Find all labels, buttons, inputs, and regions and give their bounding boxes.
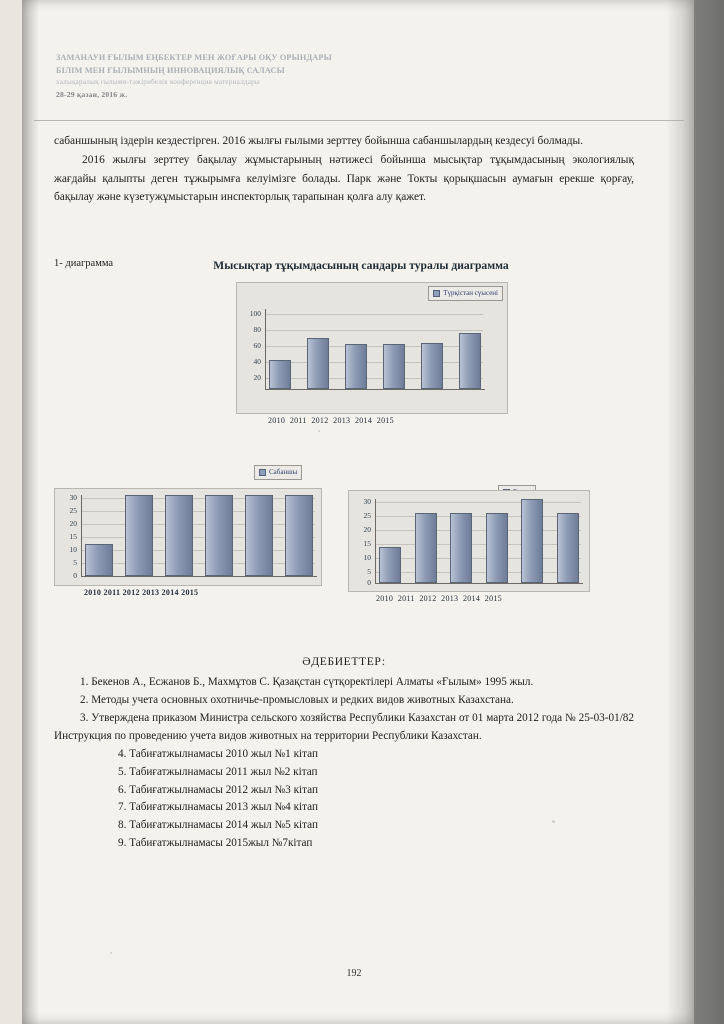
bar-2014	[421, 343, 443, 389]
chart1-bars	[269, 309, 481, 389]
bar-2014	[521, 499, 543, 583]
scan-speck	[318, 430, 320, 432]
bar-2014	[245, 495, 273, 576]
chart2-ytick-25: 25	[69, 506, 77, 515]
reference-1: 1. Бекенов А., Есжанов Б., Махмұтов С. Қазақстан сүтқоректілері Алматы «Ғылым» 1995 жыл.	[80, 676, 534, 688]
chart1-xlabel-2014: 2014	[354, 416, 373, 425]
bar-2015	[459, 333, 481, 389]
chart1-legend-label: Түрқістан сүысені	[443, 289, 498, 297]
chart1-xlabel-2011: 2011	[289, 416, 307, 425]
chart3-x-axis	[375, 583, 583, 584]
chart2-ytick-15: 15	[69, 532, 77, 541]
chart2-ytick-0: 0	[73, 571, 77, 580]
chart2-legend-label: Сабаншы	[269, 468, 298, 476]
references-title: ӘДЕБИЕТТЕР:	[302, 655, 386, 668]
scan-speck	[552, 820, 555, 823]
scan-speck	[110, 952, 112, 954]
chart3-ytick-20: 20	[363, 525, 371, 534]
bar-2010	[85, 544, 113, 576]
bar-2015	[285, 495, 313, 576]
bar-2010	[269, 360, 291, 389]
chart3-bars	[379, 499, 579, 583]
chart1-y-axis	[265, 309, 266, 389]
chart3-ytick-0: 0	[367, 578, 371, 587]
chart3-xlabel-2010: 2010	[376, 594, 394, 603]
chart-turkistan-syusen	[236, 282, 508, 414]
references-section	[54, 655, 634, 853]
chart2-xlabel-2014: 2014	[161, 588, 179, 597]
chart3-ytick-5: 5	[367, 567, 371, 576]
page-number: 192	[346, 968, 362, 979]
chart2-xlabel-2010: 2010	[84, 588, 102, 597]
chart3-xlabel-2014: 2014	[462, 594, 481, 603]
chart3-ytick-25: 25	[363, 511, 371, 520]
chart1-ytick-60: 60	[253, 341, 261, 350]
chart3-ytick-15: 15	[363, 539, 371, 548]
bar-2011	[125, 495, 153, 576]
header-line-1: ЗАМАНАУИ ҒЫЛЫМ ЕҢБЕКТЕР МЕН ЖОҒАРЫ ОҚУ ОРЫНДАРЫ	[56, 53, 332, 62]
chart3-xlabel-2012: 2012	[419, 594, 437, 603]
paragraph-2: 2016 жылғы зерттеу бақылау жұмыстарының нәтижесі бойынша мысықтар тұқымдасының экологиялық жағдайы қалыпты деген тұжырымға келуімізге болады. Парк және Токты қорықшасын аумағын ерекше қорғау, бақылау және күзетужұмыстарын инспекторлық тарапынан қолға алу қажет.	[54, 154, 634, 204]
chart2-x-axis	[81, 576, 317, 577]
chart3-ytick-30: 30	[363, 497, 371, 506]
header-line-3: халықаралық ғылыми-тәжірибелік конференция материалдары	[56, 78, 260, 87]
reference-3: 3. Утверждена приказом Министра сельского хозяйства Республики Казахстан от 01 марта 2012 года № 25-03-01/82 Инструкция по проведению учета видов животных на территории Республики Казахстан.	[54, 711, 634, 742]
running-header	[56, 52, 576, 100]
chart1-ytick-100: 100	[249, 309, 261, 318]
reference-9: 9. Табиғатжылнамасы 2015жыл №7кітап	[118, 837, 313, 850]
chart3-xlabel-2015: 2015	[484, 594, 502, 603]
bar-2010	[379, 547, 401, 583]
bar-2012	[165, 495, 193, 576]
chart1-ytick-80: 80	[253, 325, 261, 334]
reference-7: 7. Табиғатжылнамасы 2013 жыл №4 кітап	[118, 801, 318, 814]
chart1-ytick-20: 20	[253, 373, 261, 382]
bar-2013	[383, 344, 405, 389]
diagram-caption: 1- диаграмма	[54, 258, 114, 269]
paragraph-1: сабаншының іздерін кездестірген. 2016 жылғы ғылыми зерттеу бойынша сабаншылардың кездесуі болмады.	[54, 135, 584, 147]
legend-swatch-icon	[433, 290, 440, 297]
reference-8: 8. Табиғатжылнамасы 2014 жыл №5 кітап	[118, 819, 318, 832]
chart1-xlabel-2015: 2015	[376, 416, 394, 425]
chart2-bars	[85, 495, 313, 576]
reference-4: 4. Табиғатжылнамасы 2010 жыл №1 кітап	[118, 747, 318, 760]
reference-5: 5. Табиғатжылнамасы 2011 жыл №2 кітап	[118, 765, 318, 778]
chart1-xlabel-2013: 2013	[333, 416, 351, 425]
chart2-xlabel-2012: 2012	[122, 588, 140, 597]
bar-2012	[345, 344, 367, 389]
chart2-x-labels	[84, 588, 198, 597]
bar-2012	[450, 513, 472, 583]
bar-2011	[415, 513, 437, 583]
header-divider	[34, 120, 684, 121]
chart1-x-labels	[268, 416, 394, 425]
chart2-xlabel-2013: 2013	[142, 588, 160, 597]
legend-swatch-icon	[259, 469, 266, 476]
chart3-xlabel-2013: 2013	[441, 594, 459, 603]
chart2-ytick-20: 20	[69, 519, 77, 528]
reference-6: 6. Табиғатжылнамасы 2012 жыл №3 кітап	[118, 783, 318, 796]
chart1-legend	[428, 286, 503, 301]
chart2-legend	[254, 465, 302, 480]
body-text	[54, 132, 634, 208]
page-edge-shadow	[694, 0, 724, 1024]
chart2-xlabel-2015: 2015	[181, 588, 199, 597]
chart-title: Мысықтар тұқымдасының сандары туралы диаграмма	[213, 259, 509, 272]
chart2-y-axis	[81, 495, 82, 576]
reference-2: 2. Методы учета основных охотничье-промысловых и редких видов животных Казахстана.	[80, 693, 514, 706]
chart3-xlabel-2011: 2011	[397, 594, 415, 603]
chart1-x-axis	[265, 389, 485, 390]
chart2-ytick-30: 30	[69, 493, 77, 502]
chart3-ytick-10: 10	[363, 553, 371, 562]
chart3-y-axis	[375, 499, 376, 583]
bar-2013	[205, 495, 233, 576]
chart-sabanshy	[54, 488, 322, 586]
chart1-xlabel-2012: 2012	[311, 416, 329, 425]
chart1-xlabel-2010: 2010	[268, 416, 286, 425]
header-line-2: БІЛІМ МЕН ҒЫЛЫМНЫҢ ИННОВАЦИЯЛЫҚ САЛАСЫ	[56, 65, 285, 75]
bar-2011	[307, 338, 329, 389]
chart-barys	[348, 490, 590, 592]
chart1-ytick-40: 40	[253, 357, 261, 366]
chart2-xlabel-2011: 2011	[103, 588, 121, 597]
chart2-ytick-5: 5	[73, 558, 77, 567]
header-line-4: 28-29 қазан, 2016 ж.	[56, 89, 128, 99]
chart3-x-labels	[376, 594, 502, 603]
bar-2015	[557, 513, 579, 583]
bar-2013	[486, 513, 508, 583]
chart2-ytick-10: 10	[69, 545, 77, 554]
